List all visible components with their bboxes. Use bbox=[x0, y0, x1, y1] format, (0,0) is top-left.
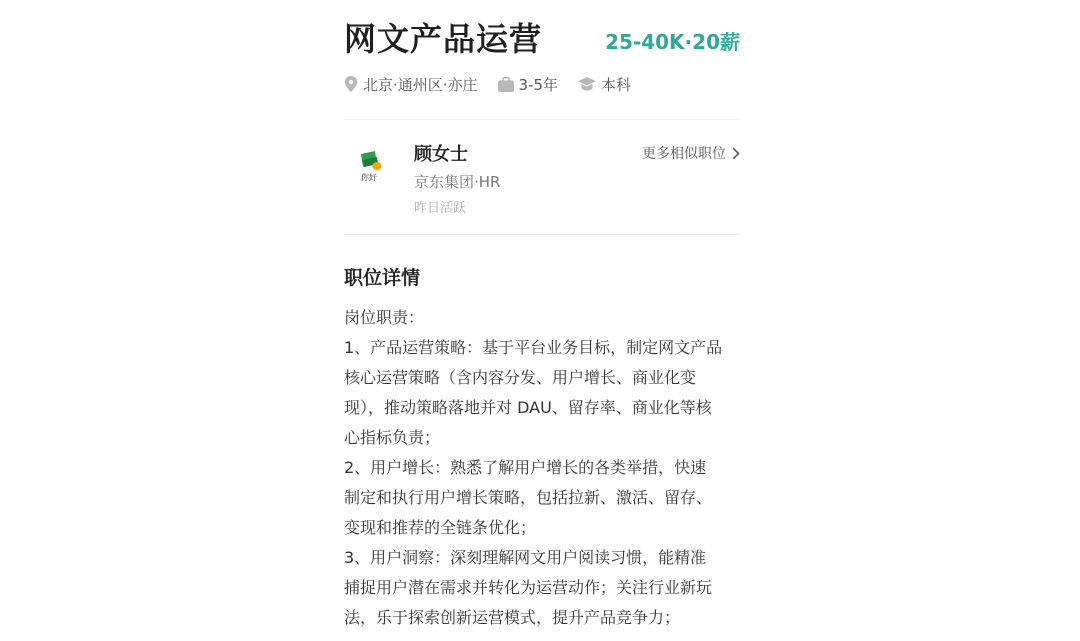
location-text: 北京·通州区·亦庄 bbox=[363, 75, 478, 94]
briefcase-icon bbox=[498, 77, 514, 92]
job-title: 网文产品运营 bbox=[344, 20, 543, 58]
description-line: 2、用户增长：熟悉了解用户增长的各类举措，快速 bbox=[344, 458, 707, 477]
section-title-job-details: 职位详情 bbox=[344, 267, 421, 289]
description-line: 核心运营策略（含内容分发、用户增长、商业化变 bbox=[344, 368, 697, 387]
description-line: 岗位职责： bbox=[344, 308, 425, 327]
salary-label: 25-40K·20薪 bbox=[605, 30, 740, 54]
location-pin-icon bbox=[344, 76, 358, 92]
education-text: 本科 bbox=[601, 75, 632, 94]
description-line: 现），推动策略落地并对 DAU、留存率、商业化等核 bbox=[344, 398, 712, 417]
company-logo[interactable] bbox=[344, 142, 398, 196]
description-line: 制定和执行用户增长策略，包括拉新、激活、留存、 bbox=[344, 488, 713, 507]
description-line: 捕捉用户潜在需求并转化为运营动作；关注行业新玩 bbox=[344, 578, 713, 597]
experience-item bbox=[498, 74, 559, 95]
education-item bbox=[578, 74, 631, 95]
job-detail-page bbox=[344, 0, 740, 641]
chevron-right-icon bbox=[732, 147, 740, 160]
more-similar-jobs-label: 更多相似职位 bbox=[642, 146, 726, 162]
company-logo-icon bbox=[344, 142, 398, 196]
experience-text: 3-5年 bbox=[518, 75, 559, 94]
logo-text: 你好 bbox=[361, 173, 377, 182]
graduation-cap-icon bbox=[578, 77, 596, 91]
description-line: 变现和推荐的全链条优化； bbox=[344, 518, 537, 537]
job-description bbox=[344, 303, 744, 633]
divider bbox=[344, 119, 740, 120]
divider bbox=[344, 234, 740, 235]
job-meta-row bbox=[344, 72, 651, 96]
description-line: 心指标负责； bbox=[344, 428, 441, 447]
description-line: 3、用户洞察：深刻理解网文用户阅读习惯，能精准 bbox=[344, 548, 707, 567]
description-line: 法，乐于探索创新运营模式，提升产品竞争力； bbox=[344, 608, 681, 627]
recruiter-name: 顾女士 bbox=[414, 144, 468, 165]
description-line: 1、产品运营策略：基于平台业务目标，制定网文产品 bbox=[344, 338, 723, 357]
recruiter-company: 京东集团·HR bbox=[414, 173, 501, 191]
recruiter-active-status: 昨日活跃 bbox=[414, 201, 467, 216]
more-similar-jobs-link[interactable] bbox=[642, 143, 740, 163]
location-item bbox=[344, 74, 478, 95]
